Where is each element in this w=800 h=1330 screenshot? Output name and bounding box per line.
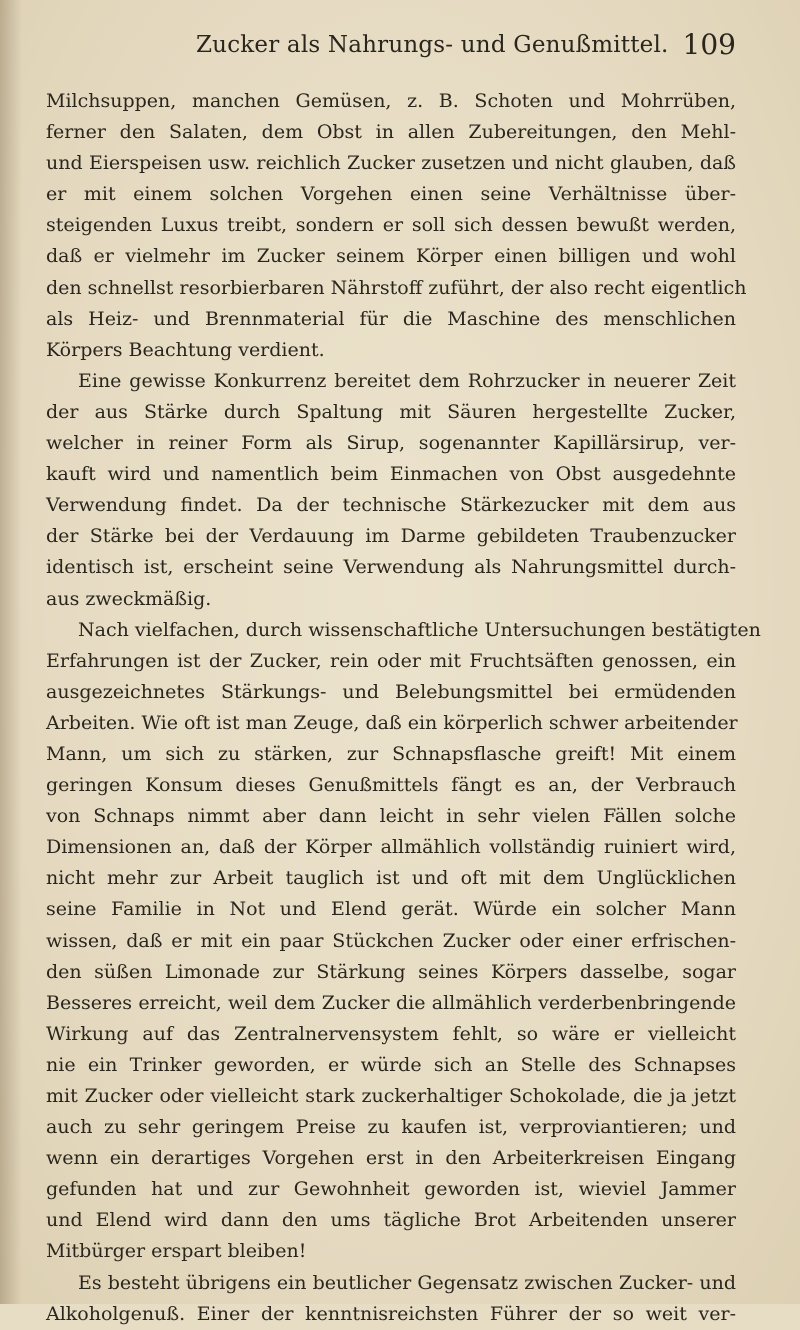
text-line: Erfahrungen ist der Zucker, rein oder mit Fruchtsäften genossen, ein: [46, 649, 736, 672]
text-line: mit Zucker oder vielleicht stark zuckerhaltiger Schokolade, die ja jetzt: [46, 1085, 736, 1107]
body-text: [46, 86, 761, 1330]
text-line: von Schnaps nimmt aber dann leicht in sehr vielen Fällen solche: [46, 805, 736, 828]
text-line: Verwendung findet. Da der technische Stärkezucker mit dem aus: [46, 494, 736, 517]
text-line: als Heiz- und Brennmaterial für die Maschine des menschlichen: [46, 307, 736, 330]
text-line: nie ein Trinker geworden, er würde sich an Stelle des Schnapses: [46, 1053, 736, 1076]
text-line: und Elend wird dann den ums tägliche Brot Arbeitenden unserer: [46, 1209, 736, 1232]
text-line: auch zu sehr geringem Preise zu kaufen ist, verproviantieren; und: [46, 1116, 736, 1139]
text-line: Körpers Beachtung verdient.: [46, 338, 325, 361]
text-line: welcher in reiner Form als Sirup, sogenannter Kapillärsirup, ver-: [46, 432, 736, 455]
text-line: Mitbürger erspart bleiben!: [46, 1240, 307, 1263]
paragraph: [46, 615, 761, 1268]
text-line: geringen Konsum dieses Genußmittels fängt es an, der Verbrauch: [46, 774, 736, 797]
text-line: Mann, um sich zu stärken, zur Schnapsflasche greift! Mit einem: [46, 742, 736, 765]
text-line: gefunden hat und zur Gewohnheit geworden ist, wieviel Jammer: [46, 1178, 736, 1201]
text-line: ferner den Salaten, dem Obst in allen Zubereitungen, den Mehl-: [46, 121, 736, 144]
page-number: 109: [682, 28, 736, 61]
text-line: den süßen Limonade zur Stärkung seines Körpers dasselbe, sogar: [46, 960, 736, 983]
page-header: [46, 28, 736, 68]
text-line: Wirkung auf das Zentralnervensystem fehlt, so wäre er vielleicht: [46, 1022, 736, 1045]
text-line: kauft wird und namentlich beim Einmachen von Obst ausgedehnte: [46, 463, 736, 486]
text-line: wissen, daß er mit ein paar Stückchen Zucker oder einer erfrischen-: [46, 929, 736, 952]
text-line: Es besteht übrigens ein beutlicher Gegensatz zwischen Zucker- und: [78, 1271, 736, 1294]
text-line: wenn ein derartiges Vorgehen erst in den Arbeiterkreisen Eingang: [46, 1147, 736, 1170]
text-line: Alkoholgenuß. Einer der kenntnisreichsten Führer der so weit ver-: [46, 1302, 736, 1325]
paragraph: [46, 86, 747, 366]
paragraph: [46, 1268, 736, 1330]
running-head: Zucker als Nahrungs- und Genußmittel.: [196, 32, 669, 58]
text-line: Milchsuppen, manchen Gemüsen, z. B. Schoten und Mohrrüben,: [46, 90, 736, 112]
text-line: steigenden Luxus treibt, sondern er soll sich dessen bewußt werden,: [46, 214, 736, 237]
text-line: Eine gewisse Konkurrenz bereitet dem Rohrzucker in neuerer Zeit: [78, 369, 736, 392]
text-line: identisch ist, erscheint seine Verwendung als Nahrungsmittel durch-: [46, 556, 736, 579]
text-line: den schnellst resorbierbaren Nährstoff zuführt, der also recht eigentlich: [46, 276, 747, 299]
text-line: nicht mehr zur Arbeit tauglich ist und oft mit dem Unglücklichen: [46, 867, 736, 890]
text-line: Dimensionen an, daß der Körper allmählich vollständig ruiniert wird,: [46, 836, 736, 859]
paragraph: [46, 366, 736, 615]
binding-shadow: [0, 0, 22, 1304]
text-line: der aus Stärke durch Spaltung mit Säuren hergestellte Zucker,: [46, 400, 736, 423]
text-line: ausgezeichnetes Stärkungs- und Belebungsmittel bei ermüdenden: [46, 680, 736, 703]
text-line: der Stärke bei der Verdauung im Darme gebildeten Traubenzucker: [46, 525, 736, 548]
text-line: er mit einem solchen Vorgehen einen seine Verhältnisse über-: [46, 183, 736, 206]
text-line: seine Familie in Not und Elend gerät. Würde ein solcher Mann: [46, 898, 736, 921]
text-line: Besseres erreicht, weil dem Zucker die allmählich verderbenbringende: [46, 991, 736, 1014]
text-line: Nach vielfachen, durch wissenschaftliche Untersuchungen bestätigten: [78, 618, 761, 641]
text-line: daß er vielmehr im Zucker seinem Körper einen billigen und wohl: [46, 245, 736, 268]
text-line: Arbeiten. Wie oft ist man Zeuge, daß ein körperlich schwer arbeitender: [46, 711, 738, 734]
text-line: und Eierspeisen usw. reichlich Zucker zusetzen und nicht glauben, daß: [46, 152, 736, 175]
text-line: aus zweckmäßig.: [46, 587, 212, 610]
